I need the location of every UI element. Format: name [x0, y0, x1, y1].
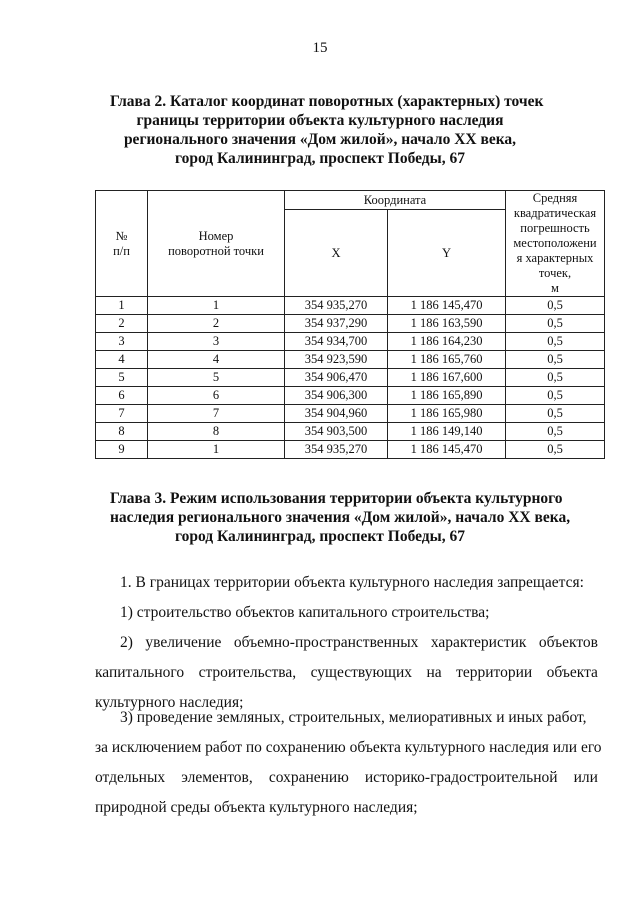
text-line: природной среды объекта культурного наследия; [95, 799, 418, 816]
table-cell: 0,5 [506, 423, 605, 441]
heading-line: регионального значения «Дом жилой», начало XX века, [123, 131, 517, 148]
table-cell: 1 [148, 297, 285, 315]
table-cell: 1 186 145,470 [388, 297, 506, 315]
table-cell: 3 [148, 333, 285, 351]
table-cell: 354 935,270 [285, 297, 388, 315]
spread-line: капитального строительства, существующих на территории объекта [95, 664, 598, 681]
table-cell: 1 186 145,470 [388, 441, 506, 459]
table-row [96, 315, 605, 333]
coordinates-table [95, 190, 605, 459]
table-cell: 354 904,960 [285, 405, 388, 423]
table-cell: 1 186 163,590 [388, 315, 506, 333]
spread-line: отдельных элементов, сохранению историко-градостроительной или [95, 769, 598, 786]
header-index: № п/п [96, 191, 148, 297]
table-cell: 5 [96, 369, 148, 387]
text-line: культурного наследия; [95, 694, 244, 711]
table-row [96, 441, 605, 459]
table-row [96, 297, 605, 315]
text-line: 3) проведение земляных, строительных, мелиоративных и иных работ, [120, 709, 587, 726]
table-cell: 354 935,270 [285, 441, 388, 459]
header-point-number: Номер поворотной точки [148, 191, 285, 297]
heading-line: город Калининград, проспект Победы, 67 [174, 150, 465, 167]
header-coordinate: Координата [285, 191, 506, 210]
table-cell: 3 [96, 333, 148, 351]
table-cell: 1 186 167,600 [388, 369, 506, 387]
table-cell: 4 [148, 351, 285, 369]
table-cell: 354 937,290 [285, 315, 388, 333]
table-row [96, 333, 605, 351]
heading-line: наследия регионального значения «Дом жилой», начало XX века, [110, 509, 571, 526]
heading-line: город Калининград, проспект Победы, 67 [174, 528, 465, 545]
table-cell: 354 934,700 [285, 333, 388, 351]
paragraph-item-3 [95, 703, 602, 823]
paragraph-1: 1. В границах территории объекта культурного наследия запрещается: [120, 574, 584, 591]
chapter-3-heading [110, 489, 571, 546]
table-cell: 0,5 [506, 387, 605, 405]
table-cell: 1 186 165,980 [388, 405, 506, 423]
spread-line: 2) увеличение объемно-пространственных характеристик объектов [120, 634, 598, 651]
table-cell: 0,5 [506, 405, 605, 423]
table-cell: 7 [148, 405, 285, 423]
table-row [96, 387, 605, 405]
table-cell: 5 [148, 369, 285, 387]
table-cell: 8 [148, 423, 285, 441]
header-y: Y [388, 210, 506, 297]
table-cell: 1 186 149,140 [388, 423, 506, 441]
table-cell: 0,5 [506, 369, 605, 387]
heading-line: Глава 3. Режим использования территории объекта культурного [110, 490, 563, 507]
table-cell: 354 906,470 [285, 369, 388, 387]
header-mean-error: Средняя квадратическая погрешность местоположени я характерных точек, м [506, 191, 605, 297]
paragraph-item-1: 1) строительство объектов капитального строительства; [120, 604, 490, 621]
chapter-2-heading [110, 92, 544, 168]
table-cell: 354 906,300 [285, 387, 388, 405]
table-cell: 9 [96, 441, 148, 459]
heading-line: Глава 2. Каталог координат поворотных (характерных) точек [110, 93, 544, 110]
table-row [96, 369, 605, 387]
table-cell: 8 [96, 423, 148, 441]
table-cell: 1 186 164,230 [388, 333, 506, 351]
table-cell: 0,5 [506, 441, 605, 459]
page-number: 15 [312, 40, 328, 56]
table-cell: 354 903,500 [285, 423, 388, 441]
table-cell: 0,5 [506, 297, 605, 315]
table-cell: 7 [96, 405, 148, 423]
heading-line: границы территории объекта культурного наследия [136, 112, 504, 129]
table-cell: 2 [96, 315, 148, 333]
text-line: за исключением работ по сохранению объекта культурного наследия или его [95, 739, 602, 756]
table-cell: 1 186 165,890 [388, 387, 506, 405]
table-cell: 0,5 [506, 315, 605, 333]
table-cell: 6 [148, 387, 285, 405]
table-row [96, 423, 605, 441]
table-row [96, 405, 605, 423]
table-cell: 4 [96, 351, 148, 369]
table-cell: 1 [148, 441, 285, 459]
header-x: X [285, 210, 388, 297]
table-cell: 0,5 [506, 351, 605, 369]
table-row [96, 351, 605, 369]
table-cell: 1 [96, 297, 148, 315]
table-cell: 1 186 165,760 [388, 351, 506, 369]
table-cell: 6 [96, 387, 148, 405]
table-cell: 0,5 [506, 333, 605, 351]
table-cell: 354 923,590 [285, 351, 388, 369]
table-cell: 2 [148, 315, 285, 333]
